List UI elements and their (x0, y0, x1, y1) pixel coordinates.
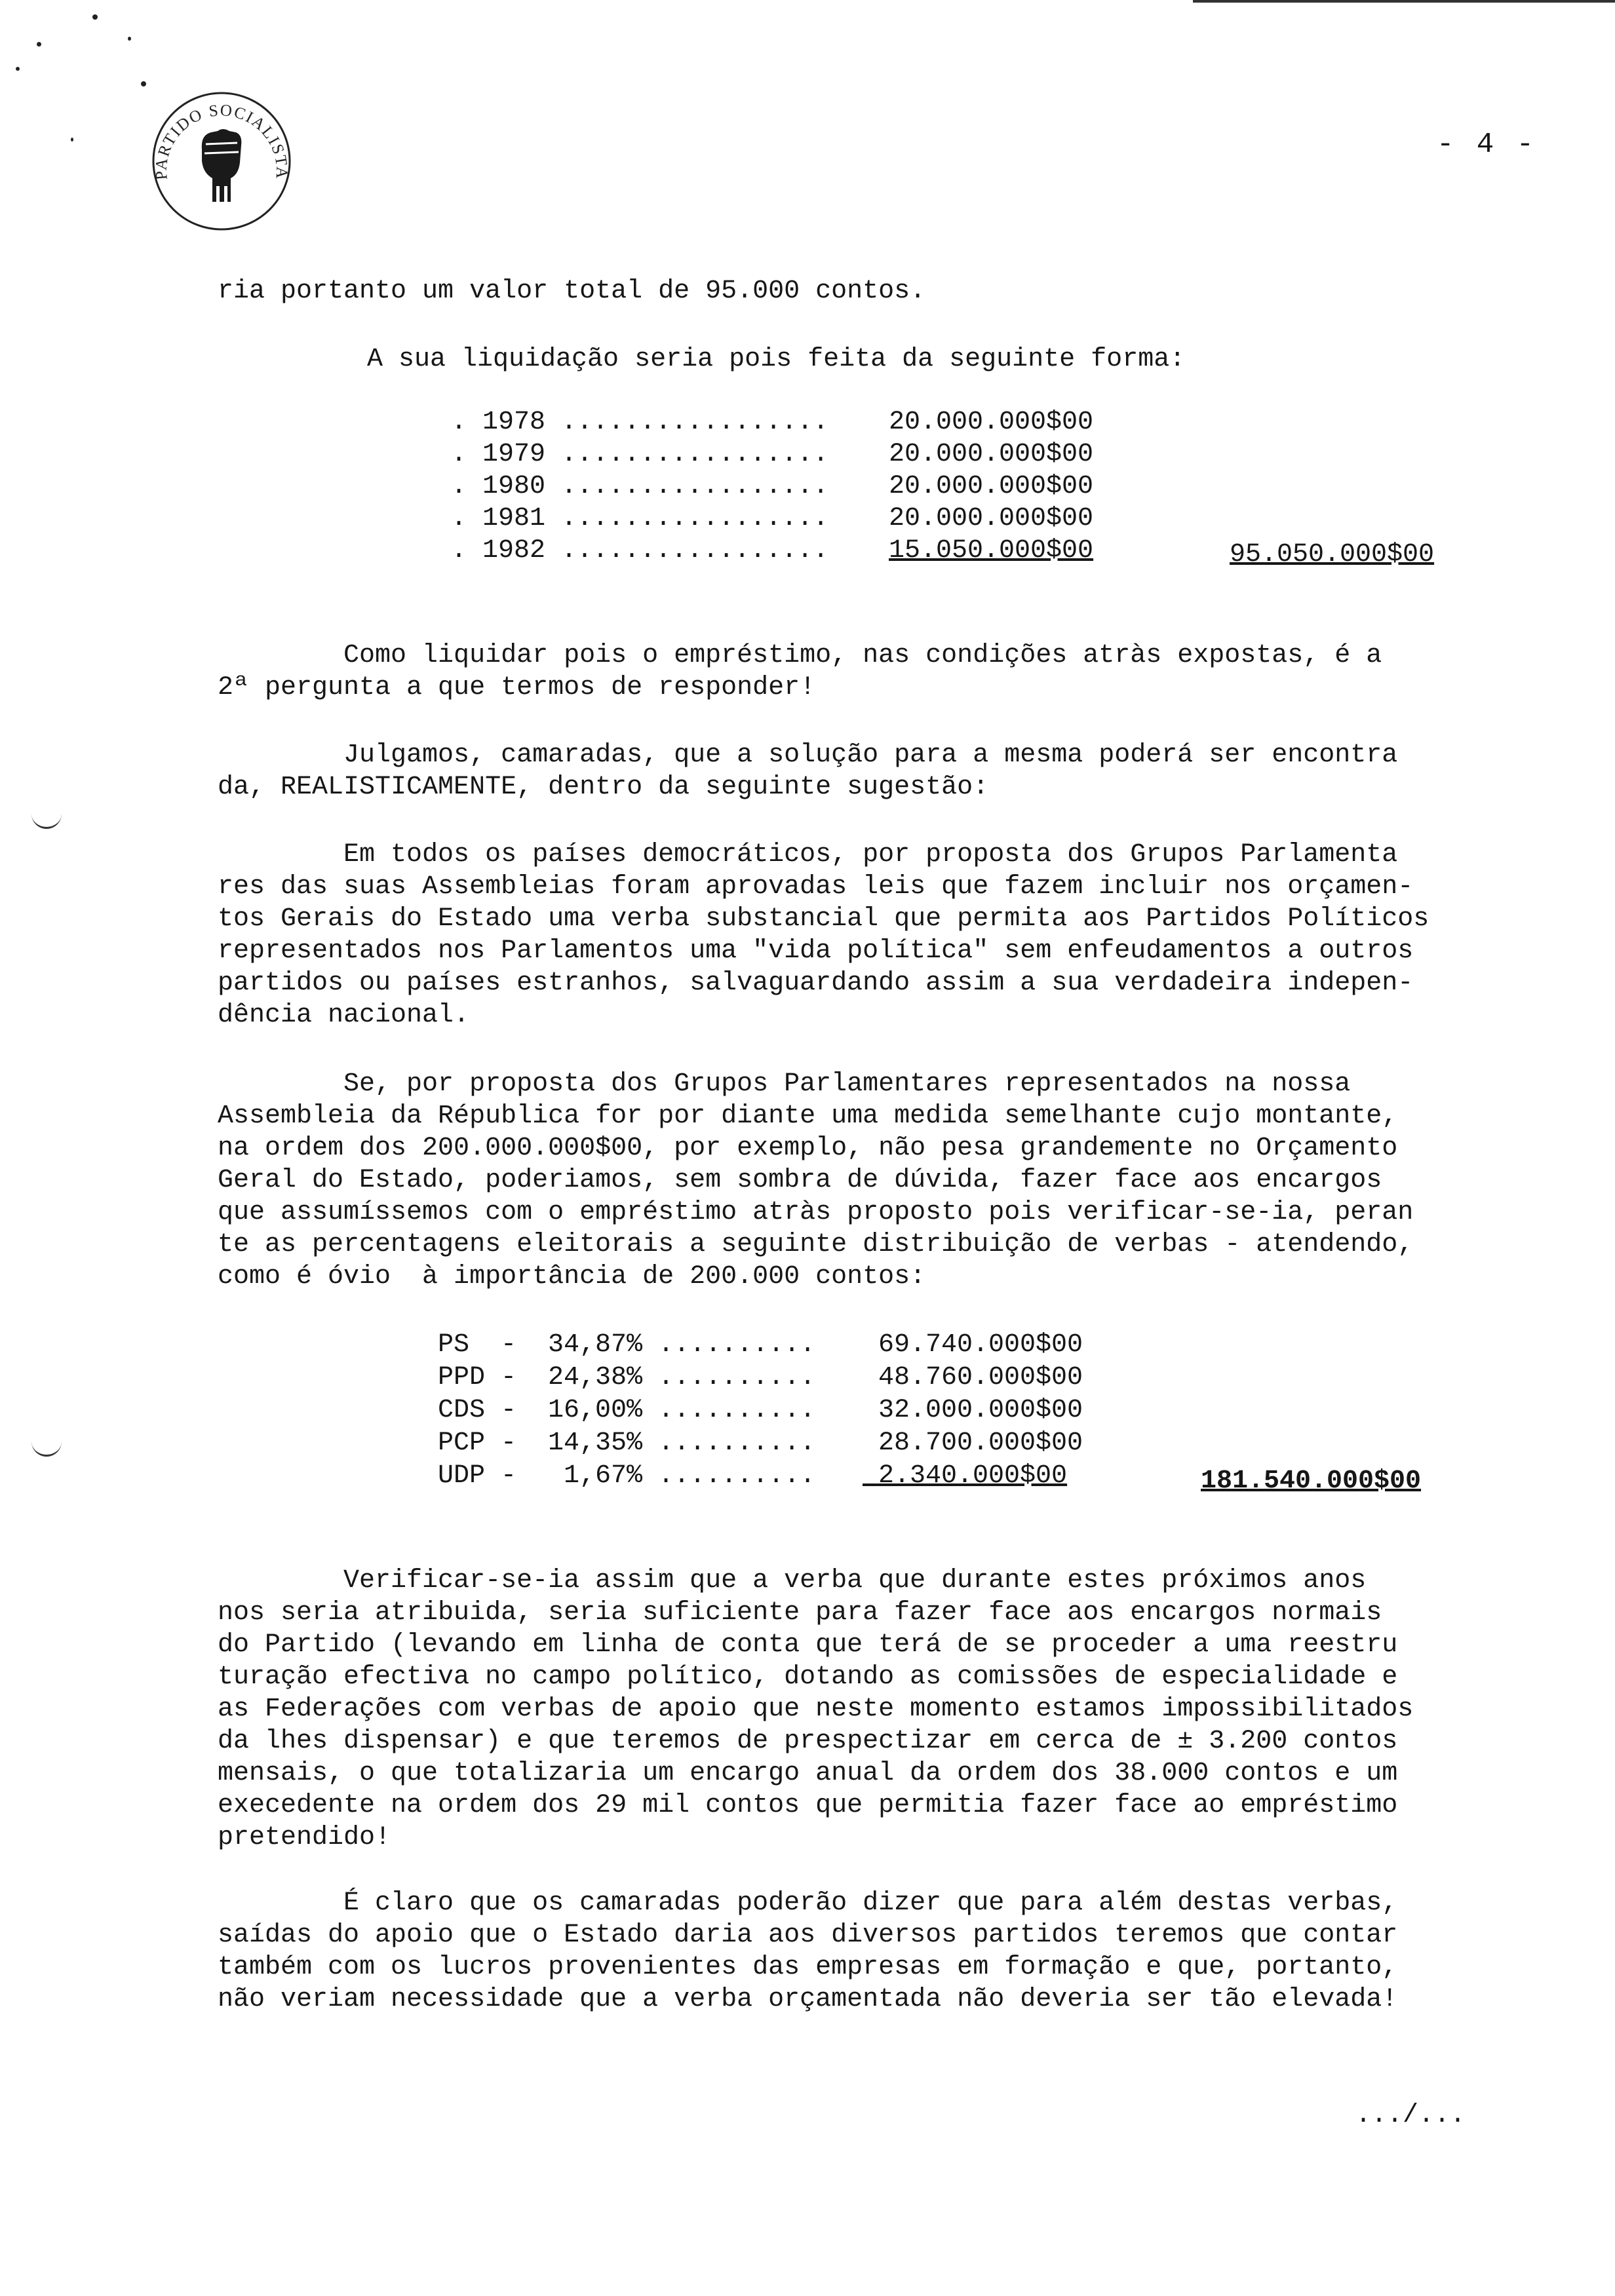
scan-speck (92, 14, 98, 20)
margin-mark (31, 811, 62, 829)
schedule-intro: A sua liquidação seria pois feita da seguinte forma: (367, 345, 1186, 374)
schedule-row-amount: 20.000.000$00 (889, 408, 1094, 437)
raised-fist-icon (202, 129, 242, 202)
margin-mark (31, 1439, 62, 1457)
distribution-total: 181.540.000$00 (1201, 1466, 1422, 1496)
scan-speck (128, 37, 131, 41)
paragraph: Julgamos, camaradas, que a solução para a mesma poderá ser encontra da, REALISTICAMENTE, dentro da seguinte sugestão: (218, 740, 1398, 802)
scan-speck (37, 42, 41, 47)
scan-speck (141, 81, 146, 86)
intro-line: ria portanto um valor total de 95.000 contos. (218, 277, 926, 306)
continuation-mark: .../... (1355, 2101, 1466, 2130)
schedule-row-label: . 1978 ................. (451, 408, 829, 437)
page-number: - 4 - (1437, 128, 1537, 161)
party-logo (149, 89, 294, 233)
scan-edge-line (1193, 0, 1615, 3)
schedule-row-amount: 20.000.000$00 (889, 440, 1094, 469)
schedule-row-label: . 1981 ................. (451, 504, 829, 533)
schedule-row-amount: 15.050.000$00 (889, 536, 1094, 565)
schedule-row-amount: 20.000.000$00 (889, 472, 1094, 501)
distribution-row-amount: 32.000.000$00 (878, 1396, 1083, 1425)
paragraph: Se, por proposta dos Grupos Parlamentares representados na nossa Assembleia da Républica for por diante uma medida semelhante cujo montante, na ordem dos 200.000.000$00, por exemplo, não pesa grandemente no Orçamento Geral do Estado, poderiamos, sem sombra de dúvida, fazer face aos encargos que assumíssemos com o empréstimo atràs proposto pois verificar-se-ia, peran te as percentagens eleitorais a seguinte distribuição de verbas - atendendo, como é óvio à importância de 200.000 contos: (218, 1069, 1414, 1292)
logo-lettering: PARTIDO SOCIALISTA (152, 101, 291, 181)
distribution-row-label: UDP - 1,67% .......... (438, 1461, 816, 1491)
distribution-row-label: CDS - 16,00% .......... (438, 1396, 816, 1425)
distribution-row-amount: 28.700.000$00 (878, 1428, 1083, 1458)
paragraph: Como liquidar pois o empréstimo, nas condições atràs expostas, é a 2ª pergunta a que termos de responder! (218, 641, 1382, 702)
scan-speck (71, 138, 73, 142)
schedule-total: 95.050.000$00 (1230, 540, 1435, 569)
paragraph: Em todos os países democráticos, por proposta dos Grupos Parlamenta res das suas Assembleias foram aprovadas leis que fazem incluir nos orçamen- tos Gerais do Estado uma verba substancial que permita aos Partidos Políticos representados nos Parlamentos uma "vida política" sem enfeudamentos a outros partidos ou países estranhos, salvaguardando assim a sua verdadeira indepen- dência nacional. (218, 840, 1430, 1030)
schedule-row-amount: 20.000.000$00 (889, 504, 1094, 533)
distribution-row-label: PS - 34,87% .......... (438, 1330, 816, 1360)
schedule-row-label: . 1982 ................. (451, 536, 829, 565)
distribution-row-label: PPD - 24,38% .......... (438, 1363, 816, 1392)
paragraph: É claro que os camaradas poderão dizer que para além destas verbas, saídas do apoio que o Estado daria aos diversos partidos teremos que contar também com os lucros provenientes das empresas em formação e que, portanto, não veriam necessidade que a verba orçamentada não deveria ser tão elevada! (218, 1888, 1398, 2014)
schedule-row-label: . 1979 ................. (451, 440, 829, 469)
distribution-row-label: PCP - 14,35% .......... (438, 1428, 816, 1458)
distribution-row-amount: 2.340.000$00 (863, 1461, 1068, 1491)
paragraph: Verificar-se-ia assim que a verba que durante estes próximos anos nos seria atribuida, seria suficiente para fazer face aos encargos normais do Partido (levando em linha de conta que terá de se proceder a uma reestru turação efectiva no campo político, dotando as comissões de especialidade e as Federações com verbas de apoio que neste momento estamos impossibilitados da lhes dispensar) e que teremos de prespectizar em cerca de ± 3.200 contos mensais, o que totalizaria um encargo anual da ordem dos 38.000 contos e um execedente na ordem dos 29 mil contos que permitia fazer face ao empréstimo pretendido! (218, 1566, 1414, 1852)
distribution-row-amount: 69.740.000$00 (878, 1330, 1083, 1360)
scan-speck (16, 67, 20, 71)
schedule-row-label: . 1980 ................. (451, 472, 829, 501)
distribution-row-amount: 48.760.000$00 (878, 1363, 1083, 1392)
